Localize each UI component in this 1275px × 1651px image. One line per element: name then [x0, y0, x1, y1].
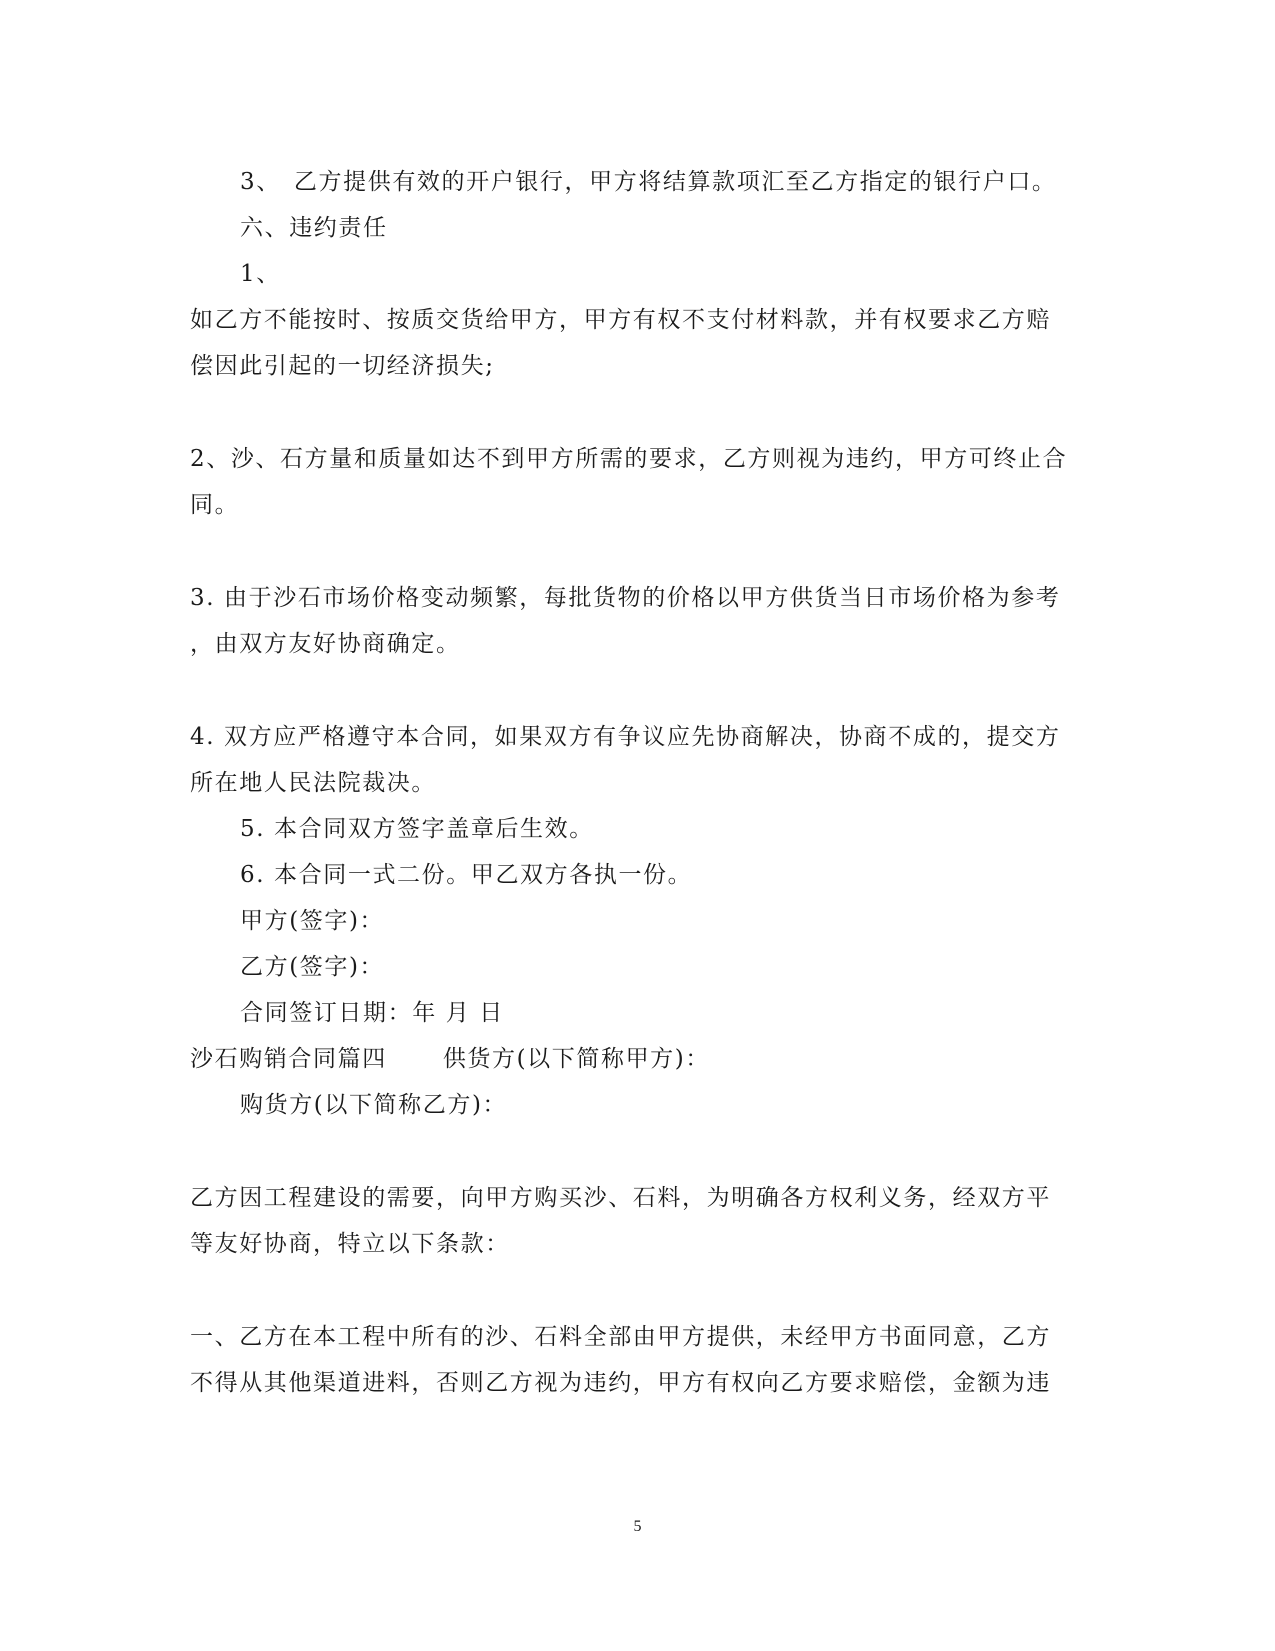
preamble-line-2: 等友好协商，特立以下条款：	[190, 1231, 510, 1257]
clause-6-5: 5. 本合同双方签字盖章后生效。	[240, 816, 594, 842]
clause-6-2-line-1: 2、沙、石方量和质量如达不到甲方所需的要求，乙方则视为违约，甲方可终止合	[190, 446, 1068, 472]
clause-6-3-line-1: 3. 由于沙石市场价格变动频繁，每批货物的价格以甲方供货当日市场价格为参考	[190, 585, 1061, 611]
clause-5-3: 3、 乙方提供有效的开户银行，甲方将结算款项汇至乙方指定的银行户口。	[240, 169, 1057, 195]
clause-6-2-line-2: 同。	[190, 492, 240, 518]
clause-6-1-line-2: 偿因此引起的一切经济损失;	[190, 353, 495, 379]
article-1-line-1: 一、乙方在本工程中所有的沙、石料全部由甲方提供，未经甲方书面同意，乙方	[190, 1324, 1051, 1350]
clause-6-3-line-2: ，由双方友好协商确定。	[190, 631, 461, 657]
clause-6-6: 6. 本合同一式二份。甲乙双方各执一份。	[240, 862, 693, 888]
contract-title: 沙石购销合同篇四	[190, 1046, 387, 1072]
signing-date: 合同签订日期：年 月 日	[240, 1000, 504, 1026]
buyer-label: 购货方(以下简称乙方)：	[240, 1092, 508, 1118]
clause-6-1-line-1: 如乙方不能按时、按质交货给甲方，甲方有权不支付材料款，并有权要求乙方赔	[190, 307, 1051, 333]
party-b-signature: 乙方(签字)：	[240, 954, 385, 980]
article-1-line-2: 不得从其他渠道进料，否则乙方视为违约，甲方有权向乙方要求赔偿，金额为违	[190, 1370, 1051, 1396]
preamble-line-1: 乙方因工程建设的需要，向甲方购买沙、石料，为明确各方权利义务，经双方平	[190, 1185, 1051, 1211]
clause-6-1-number: 1、	[240, 261, 281, 287]
clause-6-4-line-1: 4. 双方应严格遵守本合同，如果双方有争议应先协商解决，协商不成的，提交方	[190, 724, 1061, 750]
section-heading-breach: 六、违约责任	[240, 215, 388, 241]
contract-title-line	[190, 1044, 710, 1074]
supplier-label: 供货方(以下简称甲方)：	[442, 1046, 710, 1072]
clause-6-4-line-2: 所在地人民法院裁决。	[190, 770, 436, 796]
page-number: 5	[633, 1518, 642, 1535]
party-a-signature: 甲方(签字)：	[240, 908, 385, 934]
